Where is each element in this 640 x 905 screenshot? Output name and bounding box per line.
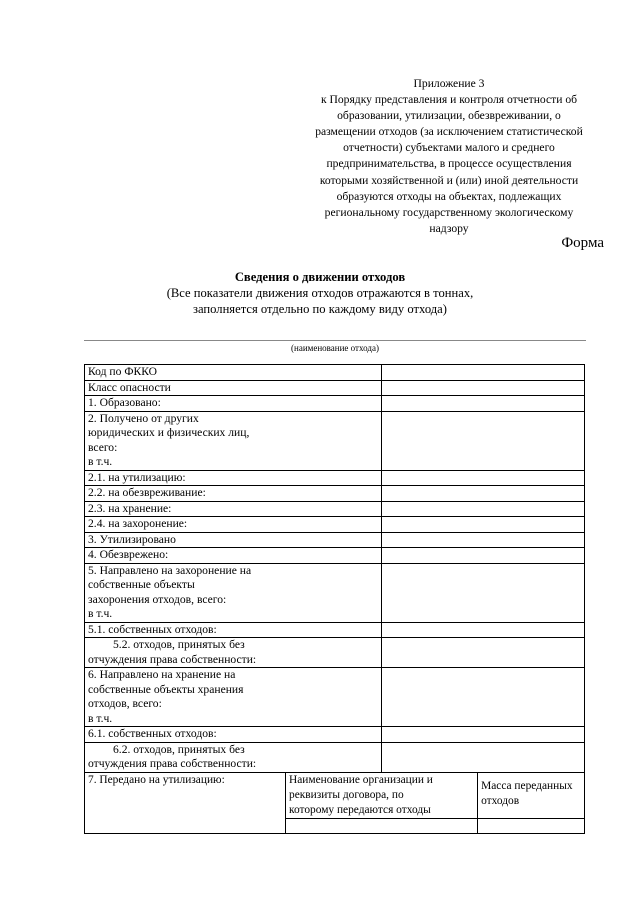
value-cell[interactable]	[382, 742, 585, 772]
table-row	[85, 742, 585, 772]
value-cell[interactable]	[382, 470, 585, 486]
label-cell: Код по ФККО	[85, 365, 382, 381]
value-cell[interactable]	[382, 563, 585, 622]
table-row	[85, 548, 585, 564]
label-cell: 3. Утилизировано	[85, 532, 382, 548]
header-line: реквизиты договора, по	[289, 788, 404, 801]
value-cell[interactable]	[382, 548, 585, 564]
label-line: захоронения отходов, всего:	[88, 592, 227, 606]
form-label: Форма	[561, 235, 604, 251]
table-row	[85, 501, 585, 517]
label-cell: 5.1. собственных отходов:	[85, 622, 382, 638]
header-line: которому передаются отходы	[289, 803, 431, 816]
header-line: отходов	[481, 794, 520, 807]
appendix-line: образуются отходы на объектах, подлежащих	[336, 189, 562, 203]
title-note: (Все показатели движения отходов отражаются в тоннах,	[166, 286, 474, 300]
label-line: 6.2. отходов, принятых без	[113, 742, 245, 756]
table-row	[85, 638, 585, 668]
label-cell: 2.2. на обезвреживание:	[85, 486, 382, 502]
label-line: собственные объекты	[88, 578, 195, 591]
appendix-header	[288, 76, 610, 237]
header-line: Масса переданных	[481, 779, 573, 792]
label-cell: 6.1. собственных отходов:	[85, 727, 382, 743]
appendix-line: отчетности) субъектами малого и среднего	[343, 141, 555, 155]
label-cell	[85, 668, 382, 727]
label-cell: 7. Передано на утилизацию:	[85, 772, 286, 833]
appendix-line: которыми хозяйственной и (или) иной деятельности	[319, 173, 579, 187]
label-line: юридических и физических лиц,	[88, 426, 250, 439]
value-cell[interactable]	[382, 727, 585, 743]
table-row	[85, 396, 585, 412]
value-cell[interactable]	[382, 638, 585, 668]
table-row	[85, 365, 585, 381]
header-line: Наименование организации и	[289, 773, 433, 786]
mass-header-cell	[478, 772, 585, 818]
appendix-line: надзору	[429, 221, 469, 235]
label-cell	[85, 638, 382, 668]
table-row	[85, 517, 585, 533]
document-title	[0, 269, 640, 317]
appendix-line: образовании, утилизации, обезвреживании, о	[337, 109, 561, 123]
value-cell[interactable]	[382, 396, 585, 412]
waste-name-caption: (наименование отхода)	[291, 343, 379, 353]
label-cell	[85, 742, 382, 772]
label-cell: 2.1. на утилизацию:	[85, 470, 382, 486]
label-line: в т.ч.	[88, 607, 113, 620]
label-line: отходов, всего:	[88, 697, 162, 710]
label-line: всего:	[88, 440, 118, 454]
table-row	[85, 772, 585, 818]
value-cell[interactable]	[382, 365, 585, 381]
title-note: заполняется отдельно по каждому виду отхода)	[193, 302, 447, 316]
appendix-line: размещении отходов (за исключением статистической	[315, 125, 583, 139]
value-cell[interactable]	[382, 517, 585, 533]
label-cell: 2.4. на захоронение:	[85, 517, 382, 533]
label-cell	[85, 411, 382, 470]
label-cell: 4. Обезврежено:	[85, 548, 382, 564]
label-line: 5. Направлено на захоронение на	[88, 563, 252, 577]
title-main: Сведения о движении отходов	[234, 270, 406, 284]
label-line: 2. Получено от других	[88, 411, 199, 425]
value-cell[interactable]	[382, 501, 585, 517]
label-cell: 2.3. на хранение:	[85, 501, 382, 517]
label-cell: Класс опасности	[85, 380, 382, 396]
label-line: отчуждения права собственности:	[88, 652, 257, 666]
org-header-cell	[286, 772, 478, 818]
label-line: в т.ч.	[88, 711, 113, 725]
label-cell: 1. Образовано:	[85, 396, 382, 412]
table-row	[85, 486, 585, 502]
label-line: собственные объекты хранения	[88, 682, 244, 696]
table-row	[85, 411, 585, 470]
label-cell	[85, 563, 382, 622]
table-row	[85, 622, 585, 638]
value-cell[interactable]	[382, 622, 585, 638]
appendix-line: предпринимательства, в процессе осуществления	[326, 157, 572, 171]
value-cell[interactable]	[382, 668, 585, 727]
value-cell[interactable]	[382, 380, 585, 396]
table-row	[85, 470, 585, 486]
label-line: 5.2. отходов, принятых без	[113, 638, 245, 651]
value-cell[interactable]	[382, 411, 585, 470]
label-line: отчуждения права собственности:	[88, 757, 257, 770]
table-row	[85, 668, 585, 727]
table-row	[85, 727, 585, 743]
appendix-line: к Порядку представления и контроля отчетности об	[320, 93, 578, 107]
mass-value-cell[interactable]	[478, 818, 585, 833]
org-value-cell[interactable]	[286, 818, 478, 833]
label-line: в т.ч.	[88, 455, 113, 468]
waste-movement-table	[84, 364, 585, 834]
table-row	[85, 563, 585, 622]
waste-name-line[interactable]	[84, 340, 586, 341]
appendix-line: Приложение 3	[413, 77, 485, 90]
table-row	[85, 532, 585, 548]
table-row	[85, 380, 585, 396]
value-cell[interactable]	[382, 532, 585, 548]
value-cell[interactable]	[382, 486, 585, 502]
appendix-line: региональному государственному экологическому	[324, 205, 574, 219]
label-line: 6. Направлено на хранение на	[88, 668, 236, 681]
